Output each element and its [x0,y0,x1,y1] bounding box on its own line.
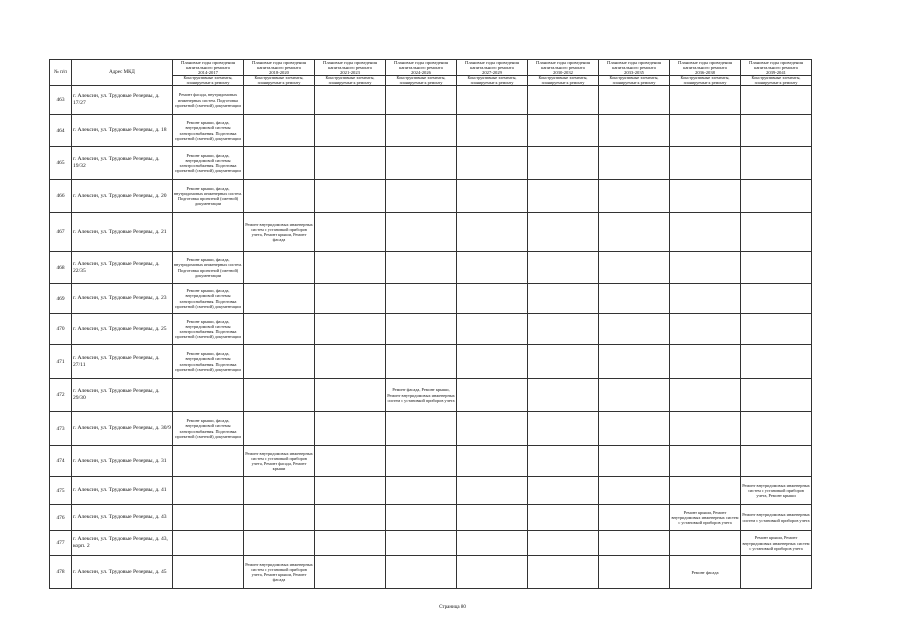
planned-works-cell [528,505,599,531]
row-number: 470 [50,314,72,345]
planned-works-cell [386,531,457,556]
planned-works-cell [386,505,457,531]
planned-works-cell [315,412,386,446]
planned-works-cell: Ремонт внутридомовых инженерных систем с установкой приборов учета [741,505,812,531]
planned-works-cell [173,531,244,556]
planned-works-cell [741,180,812,213]
planned-works-cell [457,252,528,284]
planned-works-cell [670,252,741,284]
planned-works-cell [670,115,741,147]
planned-works-cell [315,345,386,379]
planned-works-cell [244,379,315,412]
period-header [457,60,528,76]
planned-works-cell [244,345,315,379]
period-years: 2030-2032 [553,70,573,75]
period-years: 2024-2026 [411,70,431,75]
table-row [50,147,812,180]
planned-works-cell [457,477,528,505]
row-address: г. Алексин, ул. Трудовые Резервы, д. 21 [72,213,173,252]
row-address: г. Алексин, ул. Трудовые Резервы, д. 29/30 [72,379,173,412]
planned-works-cell [528,556,599,589]
row-address: г. Алексин, ул. Трудовые Резервы, д. 27/11 [72,345,173,379]
row-number: 468 [50,252,72,284]
row-number: 474 [50,446,72,477]
planned-works-cell: Ремонт крыши, фасада, внутридомовых инженерных систем. Подготовка проектной (сметной) документации [173,252,244,284]
planned-works-cell [315,115,386,147]
planned-works-cell: Ремонт крыши, Ремонт внутридомовых инженерных систем с установкой приборов учета [670,505,741,531]
planned-works-cell [315,252,386,284]
planned-works-cell: Ремонт крыши, Ремонт внутридомовых инженерных систем с установкой приборов учета [741,531,812,556]
period-header [386,60,457,76]
planned-works-cell [599,284,670,314]
table-row [50,314,812,345]
planned-works-cell [244,252,315,284]
period-years: 2036-2038 [695,70,715,75]
planned-works-cell [315,446,386,477]
planned-works-cell [741,86,812,115]
planned-works-cell [528,147,599,180]
period-title: Плановые годы проведения капитального ремонта [252,60,306,70]
address-column-header: Адрес МКД [72,60,173,86]
planned-works-cell: Ремонт крыши, фасада, внутридомовых инженерных систем. Подготовка проектной (сметной) документации [173,180,244,213]
planned-works-cell [599,86,670,115]
planned-works-cell [457,505,528,531]
planned-works-cell [741,252,812,284]
row-number: 465 [50,147,72,180]
planned-works-cell [457,115,528,147]
planned-works-cell [599,412,670,446]
table-body [50,86,812,589]
planned-works-cell [315,556,386,589]
planned-works-cell [599,531,670,556]
row-number: 475 [50,477,72,505]
planned-works-cell [528,252,599,284]
planned-works-cell [670,86,741,115]
planned-works-cell: Ремонт крыши, фасада, внутридомовой системы электроснабжения. Подготовка проектной (сметной) документации [173,314,244,345]
table-row [50,412,812,446]
planned-works-cell [386,86,457,115]
row-address: г. Алексин, ул. Трудовые Резервы, д. 23 [72,284,173,314]
planned-works-cell [599,314,670,345]
planned-works-cell [741,284,812,314]
planned-works-cell: Ремонт крыши, фасада, внутридомовой системы электроснабжения. Подготовка проектной (сметной) документации [173,412,244,446]
planned-works-cell [315,86,386,115]
planned-works-cell [457,412,528,446]
row-address: г. Алексин, ул. Трудовые Резервы, д. 43, корп. 2 [72,531,173,556]
planned-works-cell [741,147,812,180]
row-number: 466 [50,180,72,213]
planned-works-cell [528,314,599,345]
table-row [50,115,812,147]
planned-works-cell [386,252,457,284]
planned-works-cell [386,314,457,345]
planned-works-cell [599,147,670,180]
table-row [50,505,812,531]
planned-works-cell [386,180,457,213]
planned-works-cell [173,213,244,252]
elements-subheader: Конструктивные элементы, планируемые к ремонту [528,76,599,86]
period-header [599,60,670,76]
planned-works-cell [670,412,741,446]
planned-works-cell [457,446,528,477]
table-row [50,284,812,314]
planned-works-cell [599,115,670,147]
row-number: 463 [50,86,72,115]
page-number: Страница 80 [439,605,466,610]
planned-works-cell [173,379,244,412]
planned-works-cell [528,412,599,446]
period-years: 2021-2023 [340,70,360,75]
planned-works-cell [386,477,457,505]
planned-works-cell [173,505,244,531]
planned-works-cell [386,556,457,589]
planned-works-cell [457,147,528,180]
planned-works-cell [528,379,599,412]
planned-works-cell [386,213,457,252]
planned-works-cell [386,147,457,180]
planned-works-cell [386,446,457,477]
planned-works-cell [599,556,670,589]
planned-works-cell [528,180,599,213]
period-title: Плановые годы проведения капитального ремонта [394,60,448,70]
planned-works-cell [315,147,386,180]
planned-works-cell [315,180,386,213]
elements-subheader: Конструктивные элементы, планируемые к ремонту [386,76,457,86]
planned-works-cell [386,345,457,379]
row-number: 477 [50,531,72,556]
planned-works-cell: Ремонт крыши, фасада, внутридомовой системы электроснабжения. Подготовка проектной (сметной) документации [173,284,244,314]
planned-works-cell [457,531,528,556]
row-address: г. Алексин, ул. Трудовые Резервы, д. 22/35 [72,252,173,284]
planned-works-cell [670,314,741,345]
period-header [315,60,386,76]
planned-works-cell [741,213,812,252]
planned-works-cell [244,505,315,531]
planned-works-cell [457,284,528,314]
planned-works-cell [741,412,812,446]
row-address: г. Алексин, ул. Трудовые Резервы, д. 45 [72,556,173,589]
period-title: Плановые годы проведения капитального ремонта [181,60,235,70]
planned-works-cell: Ремонт фасада, Ремонт крыши, Ремонт внутридомовых инженерных систем с установкой приборов учета [386,379,457,412]
planned-works-cell: Ремонт внутридомовых инженерных систем с установкой приборов учета, Ремонт крыши, Ремонт фасада [244,213,315,252]
planned-works-cell [741,379,812,412]
period-years: 2027-2029 [482,70,502,75]
elements-subheader: Конструктивные элементы, планируемые к ремонту [457,76,528,86]
elements-subheader: Конструктивные элементы, планируемые к ремонту [599,76,670,86]
planned-works-cell [457,379,528,412]
planned-works-cell [457,86,528,115]
planned-works-cell: Ремонт фасада, внутридомовых инженерных систем. Подготовка проектной (сметной) документации [173,86,244,115]
planned-works-cell [599,180,670,213]
planned-works-cell [528,531,599,556]
num-column-header: № п/п [50,60,72,86]
planned-works-cell [244,531,315,556]
row-number: 476 [50,505,72,531]
planned-works-cell [315,477,386,505]
row-address: г. Алексин, ул. Трудовые Резервы, д. 25 [72,314,173,345]
table-row [50,379,812,412]
planned-works-cell [741,115,812,147]
planned-works-cell [457,345,528,379]
planned-works-cell [599,345,670,379]
planned-works-cell [173,446,244,477]
period-header [670,60,741,76]
planned-works-cell [599,477,670,505]
planned-works-cell [173,556,244,589]
table-row [50,477,812,505]
period-header [173,60,244,76]
table-row [50,180,812,213]
planned-works-cell [457,213,528,252]
repair-schedule-table [49,59,812,589]
planned-works-cell [315,531,386,556]
row-number: 478 [50,556,72,589]
period-title: Плановые годы проведения капитального ремонта [536,60,590,70]
row-address: г. Алексин, ул. Трудовые Резервы, д. 17/27 [72,86,173,115]
planned-works-cell [244,477,315,505]
planned-works-cell [528,213,599,252]
planned-works-cell [599,213,670,252]
planned-works-cell [244,412,315,446]
planned-works-cell [741,556,812,589]
planned-works-cell: Ремонт крыши, фасада, внутридомовой системы электроснабжения. Подготовка проектной (сметной) документации [173,345,244,379]
planned-works-cell [528,345,599,379]
planned-works-cell [386,115,457,147]
row-number: 472 [50,379,72,412]
planned-works-cell [173,477,244,505]
planned-works-cell [457,556,528,589]
row-number: 471 [50,345,72,379]
planned-works-cell [528,477,599,505]
elements-subheader: Конструктивные элементы, планируемые к ремонту [741,76,812,86]
planned-works-cell [244,284,315,314]
planned-works-cell [670,147,741,180]
table-row [50,86,812,115]
row-number: 464 [50,115,72,147]
planned-works-cell [741,314,812,345]
period-title: Плановые годы проведения капитального ремонта [749,60,803,70]
planned-works-cell [741,345,812,379]
planned-works-cell [670,477,741,505]
period-header [244,60,315,76]
planned-works-cell [386,284,457,314]
planned-works-cell [244,115,315,147]
elements-subheader: Конструктивные элементы, планируемые к ремонту [244,76,315,86]
planned-works-cell [670,379,741,412]
table-row [50,556,812,589]
planned-works-cell [528,446,599,477]
elements-subheader: Конструктивные элементы, планируемые к ремонту [173,76,244,86]
planned-works-cell [244,314,315,345]
row-address: г. Алексин, ул. Трудовые Резервы, д. 18 [72,115,173,147]
elements-subheader: Конструктивные элементы, планируемые к ремонту [315,76,386,86]
planned-works-cell [315,284,386,314]
period-years: 2039-2041 [766,70,786,75]
planned-works-cell [599,446,670,477]
planned-works-cell [528,86,599,115]
period-title: Плановые годы проведения капитального ремонта [607,60,661,70]
planned-works-cell [741,446,812,477]
row-address: г. Алексин, ул. Трудовые Резервы, д. 30/9 [72,412,173,446]
planned-works-cell [244,147,315,180]
planned-works-cell [315,379,386,412]
planned-works-cell [670,284,741,314]
row-address: г. Алексин, ул. Трудовые Резервы, д. 20 [72,180,173,213]
period-header [741,60,812,76]
table-row [50,252,812,284]
planned-works-cell [315,505,386,531]
planned-works-cell: Ремонт внутридомовых инженерных систем с установкой приборов учета, Ремонт фасада, Ремонт крыши [244,446,315,477]
period-header [528,60,599,76]
planned-works-cell: Ремонт крыши, фасада, внутридомовой системы электроснабжения. Подготовка проектной (сметной) документации [173,115,244,147]
planned-works-cell [244,86,315,115]
period-years: 2014-2017 [198,70,218,75]
period-years: 2033-2035 [624,70,644,75]
planned-works-cell [670,180,741,213]
planned-works-cell [244,180,315,213]
period-title: Плановые годы проведения капитального ремонта [323,60,377,70]
planned-works-cell: Ремонт внутридомовых инженерных систем с установкой приборов учета, Ремонт крыши [741,477,812,505]
period-title: Плановые годы проведения капитального ремонта [678,60,732,70]
planned-works-cell [528,115,599,147]
row-number: 469 [50,284,72,314]
period-title: Плановые годы проведения капитального ремонта [465,60,519,70]
header-period-row [50,60,812,76]
row-address: г. Алексин, ул. Трудовые Резервы, д. 41 [72,477,173,505]
planned-works-cell [670,446,741,477]
row-address: г. Алексин, ул. Трудовые Резервы, д. 31 [72,446,173,477]
planned-works-cell [528,284,599,314]
planned-works-cell [457,180,528,213]
planned-works-cell [386,412,457,446]
planned-works-cell [599,505,670,531]
row-address: г. Алексин, ул. Трудовые Резервы, д. 19/32 [72,147,173,180]
row-number: 473 [50,412,72,446]
planned-works-cell [315,314,386,345]
planned-works-cell: Ремонт крыши, фасада, внутридомовой системы электроснабжения. Подготовка проектной (сметной) документации [173,147,244,180]
row-number: 467 [50,213,72,252]
planned-works-cell: Ремонт фасада [670,556,741,589]
planned-works-cell: Ремонт внутридомовых инженерных систем с установкой приборов учета, Ремонт крыши, Ремонт фасада [244,556,315,589]
planned-works-cell [670,213,741,252]
table-header [50,60,812,86]
elements-subheader: Конструктивные элементы, планируемые к ремонту [670,76,741,86]
planned-works-cell [670,345,741,379]
table-row [50,213,812,252]
period-years: 2018-2020 [269,70,289,75]
planned-works-cell [315,213,386,252]
table-row [50,446,812,477]
planned-works-cell [457,314,528,345]
table-row [50,531,812,556]
row-address: г. Алексин, ул. Трудовые Резервы, д. 43 [72,505,173,531]
planned-works-cell [599,379,670,412]
table-row [50,345,812,379]
planned-works-cell [599,252,670,284]
planned-works-cell [670,531,741,556]
